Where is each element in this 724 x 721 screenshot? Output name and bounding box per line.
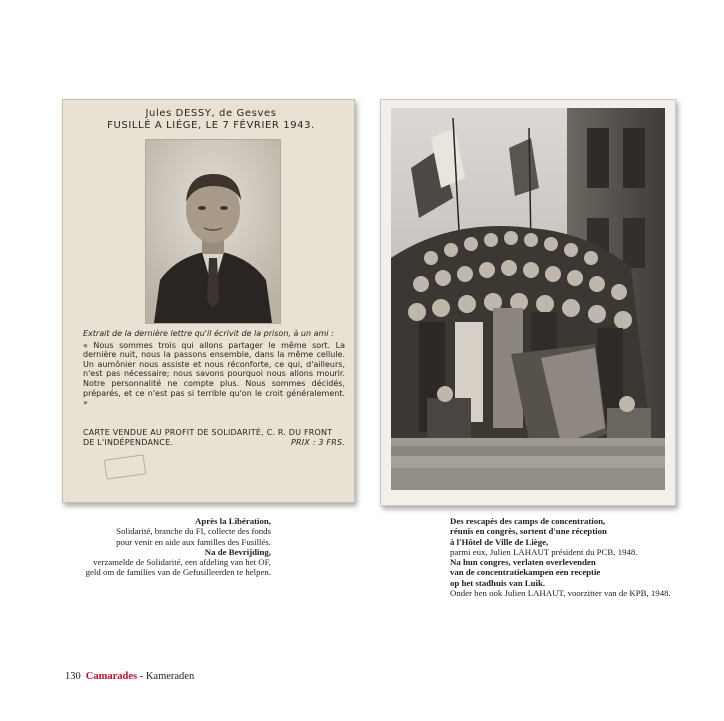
card-footer-text: CARTE VENDUE AU PROFIT DE SOLIDARITÉ, C. R. DU FRONT DE L'INDÉPENDANCE. xyxy=(83,428,333,447)
caption-right-fr-bold2: réunis en congrès, sortent d'une réception xyxy=(450,526,607,537)
card-quote: « Nous sommes trois qui allons partager le même sort. La dernière nuit, nous la passons ensemble, dans la même cellule. Un aumônier nous assiste et nous réconforte, ce qui, d'ailleurs, n'est pas nécessaire; nous savons pourquoi nous allons mourir. Notre personnalité ne compte plus. Nous sommes décidés, préparés, et ce n'est pas si terrible qu'on le croit généralement. » xyxy=(83,340,345,408)
card-price: PRIX : 3 FRS. xyxy=(290,438,345,447)
card-header-line2: FUSILLÉ A LIÉGE, LE 7 FÉVRIER 1943. xyxy=(107,120,315,131)
caption-left-fr-title: Après la Libération, xyxy=(195,516,271,526)
ink-stamp-mark xyxy=(104,454,146,479)
caption-right-fr-bold1: Des rescapés des camps de concentration, xyxy=(450,516,606,526)
caption-right xyxy=(450,516,720,598)
caption-right-nl-bold3: op het stadhuis van Luik. xyxy=(450,577,546,588)
page-footer xyxy=(65,671,194,682)
caption-right-nl-bold2: van de concentratiekampen een receptie xyxy=(450,567,601,578)
group-photo xyxy=(391,108,665,490)
card-header xyxy=(85,108,337,133)
portrait-photo xyxy=(145,139,281,324)
footer-separator: - xyxy=(137,671,146,682)
caption-left-nl-title: Na de Bevrijding, xyxy=(204,546,271,557)
card-header-suffix: , de Gesves xyxy=(211,108,277,119)
caption-left-fr-line1: Solidarité, branche du FI, collecte des fonds xyxy=(116,526,271,537)
card-header-prefix: Jules xyxy=(145,108,176,119)
card-letter-excerpt xyxy=(83,329,345,408)
footer-brand: Camarades xyxy=(85,671,138,682)
caption-left xyxy=(1,516,271,578)
caption-right-nl-line: Onder hen ook Julien LAHAUT, voorzitter van de KPB, 1948. xyxy=(450,588,671,599)
page-number: 130 xyxy=(65,671,81,682)
caption-left-nl-line1: verzamelde de Solidarité, een afdeling van het OF, xyxy=(93,557,271,568)
group-photo-frame xyxy=(380,99,676,506)
footer-subtitle: Kameraden xyxy=(145,671,195,682)
caption-right-nl-bold1: Na hun congres, verlaten overlevenden xyxy=(450,557,596,568)
caption-right-fr-line: parmi eux, Julien LAHAUT président du PCB, 1948. xyxy=(450,546,638,557)
caption-left-nl-line2: geld om de families van de Gefusilleerden te helpen. xyxy=(85,567,271,578)
caption-left-fr-line2: pour venir en aide aux familles des Fusillés. xyxy=(116,536,271,547)
memorial-card xyxy=(62,99,355,503)
card-intro: Extrait de la dernière lettre qu'il écrivit de la prison, à un ami : xyxy=(83,329,334,338)
caption-right-fr-bold3: à l'Hôtel de Ville de Liège, xyxy=(450,536,549,547)
card-header-name: DESSY xyxy=(175,108,212,119)
card-footer xyxy=(83,428,345,448)
